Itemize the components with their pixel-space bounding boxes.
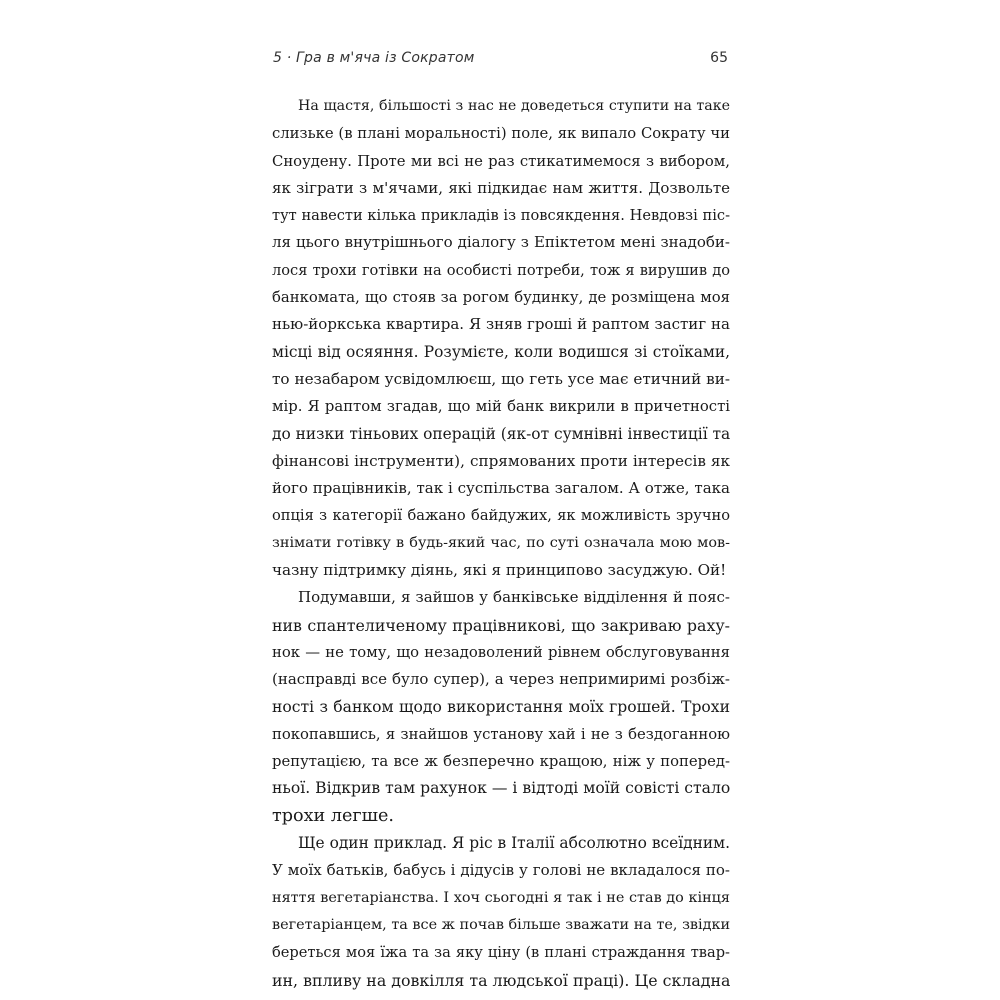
text-line: репутацією, та все ж безперечно кращою, ніж у поперед- bbox=[272, 753, 730, 771]
text-line: ньої. Відкрив там рахунок — і відтоді моїй совісті стало bbox=[272, 779, 730, 798]
text-line: слизьке (в плані моральності) поле, як випало Сократу чи bbox=[272, 125, 730, 143]
text-line: Сноудену. Проте ми всі не раз стикатимемося з вибором, bbox=[272, 152, 730, 170]
body-text bbox=[272, 93, 730, 994]
text-line: ності з банком щодо використання моїх грошей. Трохи bbox=[272, 697, 730, 716]
text-line: (насправді все було супер), а через непримиримі розбіж- bbox=[272, 670, 730, 689]
text-line: місці від осяяння. Розумієте, коли водишся зі стоїками, bbox=[272, 342, 730, 361]
paragraph bbox=[272, 830, 730, 994]
text-line: У моїх батьків, бабусь і дідусів у голові не вкладалося по- bbox=[272, 861, 730, 880]
text-line: ин, впливу на довкілля та людської праці). Це складна bbox=[272, 970, 730, 990]
text-line: лося трохи готівки на особисті потреби, тож я вирушив до bbox=[272, 261, 730, 279]
text-line: чазну підтримку діянь, які я принципово засуджую. Ой! bbox=[272, 561, 727, 580]
paragraph bbox=[272, 93, 730, 584]
text-line: вегетаріанцем, та все ж почав більше зважати на те, звідки bbox=[272, 916, 730, 933]
paragraph bbox=[272, 584, 730, 830]
text-line: банкомата, що стояв за рогом будинку, де розміщена моя bbox=[272, 289, 730, 307]
text-line: няття вегетаріанства. І хоч сьогодні я так і не став до кінця bbox=[272, 889, 730, 906]
text-line: опція з категорії бажано байдужих, як можливість зручно bbox=[272, 507, 730, 525]
text-line: покопавшись, я знайшов установу хай і не з бездоганною bbox=[272, 725, 730, 743]
text-line: ля цього внутрішнього діалогу з Епіктетом мені знадоби- bbox=[272, 233, 730, 252]
text-line: нок — не тому, що незадоволений рівнем обслуговування bbox=[272, 643, 730, 661]
text-line: його працівників, так і суспільства загалом. А отже, така bbox=[272, 479, 730, 498]
text-line: На щастя, більшості з нас не доведеться ступити на таке bbox=[298, 98, 730, 114]
text-line: знімати готівку в будь-який час, по суті означала мою мов- bbox=[272, 534, 730, 551]
page-number: 65 bbox=[710, 50, 728, 66]
chapter-running-title: 5 · Гра в м'яча із Сократом bbox=[273, 50, 475, 66]
text-line: як зіграти з м'ячами, які підкидає нам життя. Дозвольте bbox=[272, 178, 730, 197]
text-line: тут навести кілька прикладів із повсякдення. Невдовзі піс- bbox=[272, 207, 730, 225]
text-line: до низки тіньових операцій (як-от сумнівні інвестиції та bbox=[272, 424, 730, 443]
text-line: трохи легше. bbox=[272, 805, 394, 826]
running-head bbox=[273, 50, 728, 74]
text-line: то незабаром усвідомлюєш, що геть усе має етичний ви- bbox=[272, 369, 730, 388]
text-line: нив спантеличеному працівникові, що закриваю раху- bbox=[272, 615, 730, 635]
text-line: Ще один приклад. Я ріс в Італії абсолютно всеїдним. bbox=[298, 834, 730, 853]
text-line: Подумавши, я зайшов у банківське відділення й пояс- bbox=[298, 588, 730, 607]
text-line: береться моя їжа та за яку ціну (в плані страждання твар- bbox=[272, 944, 730, 962]
text-line: мір. Я раптом згадав, що мій банк викрили в причетності bbox=[272, 398, 730, 416]
text-line: нью-йоркська квартира. Я зняв гроші й раптом застиг на bbox=[272, 315, 730, 334]
text-line: фінансові інструменти), спрямованих проти інтересів як bbox=[272, 451, 730, 470]
